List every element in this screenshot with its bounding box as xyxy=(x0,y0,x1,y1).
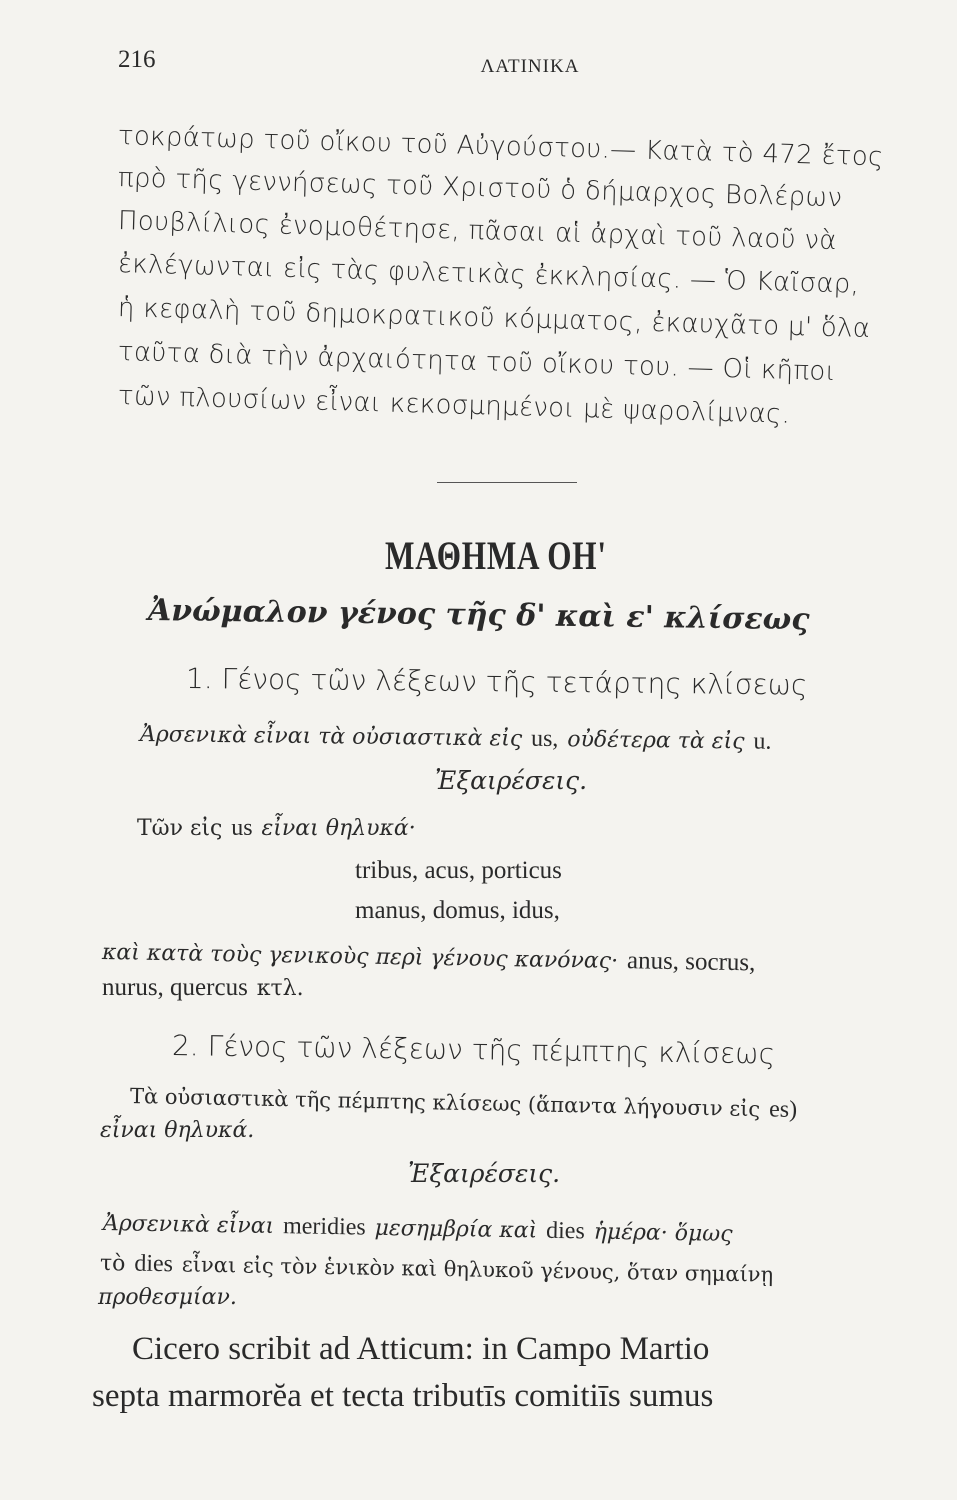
section2-line-1: Τὰ οὐσιαστικὰ τῆς πέμπτης κλίσεως (ἅπαντα λήγουσιν εἰς es) xyxy=(129,1084,798,1123)
section1-exceptions-label: Ἐξαιρέσεις. xyxy=(435,766,588,795)
section1-feminine-line: Τῶν εἰς us εἶναι θηλυκά· xyxy=(137,815,416,841)
general-rules-continuation: nurus, quercus κτλ. xyxy=(102,974,304,1001)
section2-line-2: εἶναι θηλυκά. xyxy=(100,1118,255,1143)
paragraph-line-1: τοκράτωρ τοῦ οἴκου τοῦ Αὐγούστου.— Κατὰ τὸ 472 ἔτος xyxy=(117,121,884,173)
section-divider xyxy=(437,482,577,483)
examples-line-2: manus, domus, idus, xyxy=(355,897,560,924)
examples-line-1: tribus, acus, porticus xyxy=(355,857,562,884)
paragraph-line-4: ἐκλέγωνται εἰς τὰς φυλετικὰς ἐκκλησίας. — Ὁ Καῖσαρ, xyxy=(117,249,860,300)
latin-text-line-2: septa marmorĕa et tecta tributīs comitiīs sumus xyxy=(92,1378,714,1414)
page-number: 216 xyxy=(118,46,156,73)
running-title: ΛΑΤΙΝΙΚΑ xyxy=(480,56,580,77)
paragraph-line-3: Πουβλίλιος ἐνομοθέτησε, πᾶσαι αἱ ἀρχαὶ τοῦ λαοῦ νὰ xyxy=(117,206,838,257)
section2-note-end: προθεσμίαν. xyxy=(98,1285,237,1310)
section2-masculine-line: Ἀρσενικὰ εἶναι meridies μεσημβρία καὶ dies ἡμέρα· ὅμως xyxy=(102,1211,733,1247)
section2-note-line: τὸ dies εἶναι εἰς τὸν ἑνικὸν καὶ θηλυκοῦ γένους, ὅταν σημαίνῃ xyxy=(99,1250,774,1287)
section1-rule: Ἀρσενικὰ εἶναι τὰ οὐσιαστικὰ εἰς us, οὐδέτερα τὰ εἰς u. xyxy=(139,722,772,755)
section1-heading: 1. Γένος τῶν λέξεων τῆς τετάρτης κλίσεως xyxy=(185,662,808,702)
paragraph-line-2: πρὸ τῆς γεννήσεως τοῦ Χριστοῦ ὁ δήμαρχος Βολέρων xyxy=(117,163,843,214)
paragraph-line-7: τῶν πλουσίων εἶναι κεκοσμημένοι μὲ ψαρολίμνας. xyxy=(117,381,791,430)
paragraph-line-5: ἡ κεφαλὴ τοῦ δημοκρατικοῦ κόμματος, ἐκαυχᾶτο μ' ὅλα xyxy=(117,293,871,345)
general-rules-line: καὶ κατὰ τοὺς γενικοὺς περὶ γένους κανόνας· anus, socrus, xyxy=(101,940,756,977)
section2-exceptions-label: Ἐξαιρέσεις. xyxy=(408,1159,561,1188)
latin-text-line-1: Cicero scribit ad Atticum: in Campo Martio xyxy=(132,1331,710,1367)
section2-heading: 2. Γένος τῶν λέξεων τῆς πέμπτης κλίσεως xyxy=(171,1029,776,1071)
lesson-title: ΜΑΘΗΜΑ ΟΗ' xyxy=(385,533,607,578)
paragraph-line-6: ταῦτα διὰ τὴν ἀρχαιότητα τοῦ οἴκου του. — Οἱ κῆποι xyxy=(117,337,837,388)
lesson-subtitle: Ἀνώμαλον γένος τῆς δ' καὶ ε' κλίσεως xyxy=(147,593,810,638)
